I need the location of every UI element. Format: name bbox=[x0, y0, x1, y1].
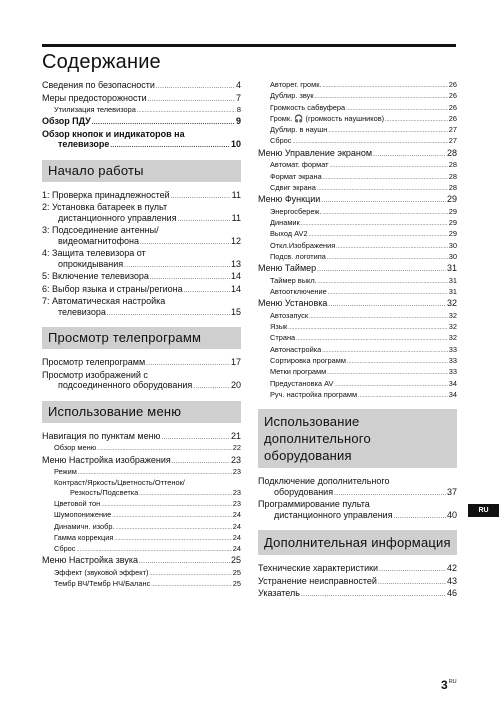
toc-entry-title: Обзор меню bbox=[54, 443, 97, 453]
toc-page-number: 17 bbox=[230, 357, 241, 368]
toc-entry[interactable] bbox=[42, 544, 241, 555]
toc-page-number: 11 bbox=[231, 189, 241, 200]
toc-page-number: 25 bbox=[232, 579, 241, 589]
toc-entry[interactable] bbox=[258, 218, 457, 229]
toc-entry[interactable] bbox=[42, 357, 241, 370]
dot-leader bbox=[140, 236, 230, 249]
toc-entry[interactable] bbox=[258, 183, 457, 194]
dot-leader bbox=[358, 390, 448, 401]
dot-leader bbox=[139, 555, 230, 568]
dot-leader bbox=[97, 443, 232, 454]
toc-entry[interactable] bbox=[258, 311, 457, 322]
toc-entry-title: Указатель bbox=[258, 588, 300, 599]
dot-leader bbox=[378, 576, 446, 589]
toc-page-number: 23 bbox=[232, 467, 241, 477]
toc-entry-title: Сдвиг экрана bbox=[270, 182, 316, 192]
toc-entry[interactable] bbox=[42, 568, 241, 579]
dot-leader bbox=[184, 284, 230, 297]
toc-entry[interactable] bbox=[258, 252, 457, 263]
toc-page-number: 29 bbox=[446, 194, 457, 205]
toc-entry-title: Цветовой тон bbox=[54, 498, 101, 508]
toc-page-number: 34 bbox=[448, 389, 457, 399]
toc-entry-title: Обзор ПДУ bbox=[42, 116, 91, 127]
dot-leader bbox=[347, 356, 448, 367]
dot-leader bbox=[322, 207, 447, 218]
toc-entry-title: Дублир. звук bbox=[270, 91, 314, 101]
dot-leader bbox=[315, 91, 448, 102]
toc-right-column bbox=[258, 80, 457, 601]
toc-entry-title-continued: дистанционного управления bbox=[58, 212, 177, 223]
dot-leader bbox=[137, 105, 236, 116]
toc-page-number: 37 bbox=[446, 486, 457, 497]
toc-page-number: 27 bbox=[448, 125, 457, 135]
toc-entry[interactable] bbox=[42, 284, 241, 297]
dot-leader bbox=[146, 357, 230, 370]
toc-page-number: 31 bbox=[448, 275, 457, 285]
toc-entry-title: Громкость сабвуфера bbox=[270, 102, 346, 112]
toc-entry-title: 5: Включение телевизора bbox=[42, 271, 149, 282]
toc-entry-title: Меню Функции bbox=[258, 194, 321, 205]
toc-entry-title: Тембр ВЧ/Тембр НЧ/Баланс bbox=[54, 579, 151, 589]
toc-page-number: 29 bbox=[448, 206, 457, 216]
title-rule bbox=[42, 44, 456, 47]
dot-leader bbox=[334, 487, 446, 500]
toc-left-column bbox=[42, 80, 241, 591]
toc-entry-title: 4: Защита телевизора от bbox=[42, 248, 146, 259]
toc-entry-title: Меню Установка bbox=[258, 298, 328, 309]
toc-entry[interactable] bbox=[258, 367, 457, 378]
toc-entry[interactable] bbox=[258, 356, 457, 367]
dot-leader bbox=[77, 544, 232, 555]
dot-leader bbox=[296, 333, 448, 344]
toc-entry[interactable] bbox=[258, 276, 457, 287]
toc-entry-title: Автонастройка bbox=[270, 344, 322, 354]
toc-page-number: 15 bbox=[230, 306, 241, 317]
toc-page-number: 32 bbox=[448, 310, 457, 320]
toc-entry[interactable] bbox=[42, 431, 241, 444]
dot-leader bbox=[394, 510, 446, 523]
toc-entry-title: Таймер выкл. bbox=[270, 275, 317, 285]
dot-leader bbox=[334, 379, 447, 390]
dot-leader bbox=[323, 80, 448, 91]
toc-page-number: 26 bbox=[448, 80, 457, 89]
toc-entry-title: Технические характеристики bbox=[258, 563, 379, 574]
toc-entry[interactable] bbox=[258, 588, 457, 601]
toc-entry[interactable] bbox=[258, 298, 457, 311]
toc-page-number: 24 bbox=[232, 532, 241, 542]
dot-leader bbox=[328, 125, 447, 136]
toc-page-number: 14 bbox=[230, 283, 241, 294]
toc-entry-title: Громк. 🎧 (громкость наушников) bbox=[270, 113, 385, 123]
section-heading: Начало работы bbox=[42, 160, 241, 182]
toc-entry[interactable] bbox=[42, 522, 241, 533]
toc-entry[interactable] bbox=[258, 263, 457, 276]
toc-entry-title: Меню Настройка изображения bbox=[42, 454, 171, 465]
toc-entry-title: Подключение дополнительного bbox=[258, 476, 390, 487]
toc-entry-title: Предустановка AV bbox=[270, 378, 334, 388]
toc-entry[interactable] bbox=[42, 370, 241, 393]
toc-entry[interactable] bbox=[258, 390, 457, 401]
dot-leader bbox=[328, 298, 446, 311]
section-heading: Дополнительная информация bbox=[258, 530, 457, 555]
dot-leader bbox=[156, 80, 235, 93]
toc-entry-title: Выход AV2 bbox=[270, 229, 308, 239]
toc-page-number: 24 bbox=[232, 510, 241, 520]
toc-entry[interactable] bbox=[258, 114, 457, 125]
toc-page-number: 24 bbox=[232, 544, 241, 554]
toc-entry[interactable] bbox=[258, 379, 457, 390]
toc-page-number: 30 bbox=[448, 251, 457, 261]
dot-leader bbox=[328, 287, 448, 298]
toc-entry-title: Автоотключение bbox=[270, 286, 327, 296]
toc-page-number: 13 bbox=[230, 258, 241, 269]
dot-leader bbox=[322, 345, 448, 356]
dot-leader bbox=[318, 276, 448, 287]
toc-entry-title: 7: Автоматическая настройка bbox=[42, 296, 166, 307]
toc-entry-title: Динамичн. изобр. bbox=[54, 521, 115, 531]
dot-leader bbox=[288, 322, 447, 333]
toc-page-number: 28 bbox=[448, 160, 457, 170]
toc-entry[interactable] bbox=[258, 322, 457, 333]
toc-entry-title-continued: опрокидывания bbox=[58, 258, 124, 269]
toc-entry-title: Контраст/Яркость/Цветность/Оттенок/ bbox=[54, 478, 185, 488]
toc-entry-title: Просмотр изображений с bbox=[42, 369, 148, 380]
dot-leader bbox=[301, 588, 446, 601]
toc-page-number: 23 bbox=[232, 498, 241, 508]
toc-entry-title: Сброс bbox=[54, 544, 76, 554]
toc-page-number: 14 bbox=[230, 271, 241, 282]
toc-entry[interactable] bbox=[42, 202, 241, 225]
toc-entry-title: Режим bbox=[54, 467, 77, 477]
toc-page-number: 43 bbox=[446, 575, 457, 586]
toc-entry[interactable] bbox=[258, 148, 457, 161]
toc-entry-title-continued: видеомагнитофона bbox=[58, 235, 139, 246]
dot-leader bbox=[385, 114, 448, 125]
toc-entry-title-continued: Резкость/Подсветка bbox=[70, 487, 139, 497]
toc-entry-title: Меню Управление экраном bbox=[258, 147, 373, 158]
toc-page-number: 31 bbox=[446, 263, 457, 274]
dot-leader bbox=[321, 194, 446, 207]
toc-entry[interactable] bbox=[258, 287, 457, 298]
toc-page-number: 25 bbox=[232, 567, 241, 577]
toc-entry-title: Обзор кнопок и индикаторов на bbox=[42, 128, 185, 139]
toc-entry-title: Автозапуск bbox=[270, 310, 309, 320]
toc-entry[interactable] bbox=[258, 103, 457, 114]
toc-entry-title: Энергосбереж. bbox=[270, 206, 322, 216]
toc-page-number: 28 bbox=[448, 171, 457, 181]
dot-leader bbox=[293, 136, 448, 147]
toc-entry[interactable] bbox=[42, 271, 241, 284]
dot-leader bbox=[330, 160, 448, 171]
dot-leader bbox=[148, 93, 235, 106]
toc-entry-title-continued: телевизора bbox=[58, 306, 106, 317]
toc-entry-title: Меры предосторожности bbox=[42, 92, 147, 103]
toc-entry-title: Язык bbox=[270, 322, 288, 332]
dot-leader bbox=[336, 241, 448, 252]
toc-entry-title: Динамик bbox=[270, 217, 300, 227]
dot-leader bbox=[172, 455, 230, 468]
dot-leader bbox=[346, 103, 448, 114]
toc-entry[interactable] bbox=[42, 455, 241, 468]
toc-entry[interactable] bbox=[258, 136, 457, 147]
toc-entry-title-continued: дистанционного управления bbox=[274, 509, 393, 520]
toc-page-number: 22 bbox=[232, 443, 241, 453]
toc-entry-title: Шумопонижение bbox=[54, 510, 112, 520]
toc-entry-title: Эффект (звуковой эффект) bbox=[54, 567, 149, 577]
dot-leader bbox=[124, 259, 230, 272]
dot-leader bbox=[323, 172, 448, 183]
toc-page-number: 26 bbox=[448, 113, 457, 123]
toc-entry[interactable] bbox=[42, 499, 241, 510]
dot-leader bbox=[309, 229, 448, 240]
page-number-value: 3 bbox=[441, 678, 448, 692]
dot-leader bbox=[78, 467, 232, 478]
toc-entry[interactable] bbox=[42, 129, 241, 152]
toc-entry-title: Дублир. в наушн bbox=[270, 125, 328, 135]
dot-leader bbox=[114, 533, 231, 544]
toc-entry[interactable] bbox=[258, 207, 457, 218]
toc-entry-title: Меню Настройка звука bbox=[42, 555, 138, 566]
toc-entry[interactable] bbox=[258, 476, 457, 499]
toc-entry[interactable] bbox=[258, 91, 457, 102]
toc-entry[interactable] bbox=[42, 105, 241, 116]
dot-leader bbox=[309, 311, 448, 322]
section-heading: Использование дополнительного оборудования bbox=[258, 409, 457, 468]
toc-entry-title: 6: Выбор языка и страны/региона bbox=[42, 283, 183, 294]
page-number-suffix: RU bbox=[448, 679, 457, 685]
dot-leader bbox=[327, 367, 448, 378]
toc-entry-title: Навигация по пунктам меню bbox=[42, 430, 161, 441]
toc-entry-title-continued: телевизоре bbox=[58, 139, 110, 150]
toc-entry[interactable] bbox=[42, 93, 241, 106]
toc-page-number: 32 bbox=[446, 298, 457, 309]
toc-entry[interactable] bbox=[42, 296, 241, 319]
toc-entry-title: Устранение неисправностей bbox=[258, 575, 377, 586]
dot-leader bbox=[101, 499, 232, 510]
toc-entry[interactable] bbox=[42, 225, 241, 248]
toc-entry-title: 2: Установка батареек в пульт bbox=[42, 202, 168, 213]
toc-page-number: 34 bbox=[448, 378, 457, 388]
toc-page-number: 25 bbox=[230, 555, 241, 566]
toc-entry[interactable] bbox=[42, 533, 241, 544]
dot-leader bbox=[193, 380, 230, 393]
toc-page-number: 21 bbox=[230, 430, 241, 441]
toc-page-number: 23 bbox=[232, 487, 241, 497]
dot-leader bbox=[110, 139, 230, 152]
toc-entry[interactable] bbox=[258, 499, 457, 522]
toc-entry[interactable] bbox=[42, 510, 241, 521]
toc-entry[interactable] bbox=[258, 80, 457, 91]
toc-page-number: 32 bbox=[448, 322, 457, 332]
toc-entry[interactable] bbox=[42, 116, 241, 129]
toc-entry[interactable] bbox=[42, 248, 241, 271]
toc-entry[interactable] bbox=[258, 576, 457, 589]
dot-leader bbox=[178, 213, 231, 226]
toc-entry[interactable] bbox=[42, 555, 241, 568]
dot-leader bbox=[150, 271, 230, 284]
dot-leader bbox=[112, 510, 231, 521]
dot-leader bbox=[139, 488, 232, 499]
dot-leader bbox=[373, 148, 446, 161]
toc-page-number: 7 bbox=[235, 92, 241, 103]
toc-entry-title: Меню Таймер bbox=[258, 263, 317, 274]
toc-page-number: 4 bbox=[235, 80, 241, 90]
toc-page-number: 29 bbox=[448, 229, 457, 239]
toc-page-number: 33 bbox=[448, 367, 457, 377]
section-heading: Просмотр телепрограмм bbox=[42, 327, 241, 349]
toc-entry-title: Просмотр телепрограмм bbox=[42, 357, 146, 368]
toc-entry[interactable] bbox=[258, 125, 457, 136]
toc-entry-title: Утилизация телевизора bbox=[54, 105, 136, 114]
toc-entry-title: Авторег. громк. bbox=[270, 80, 322, 89]
dot-leader bbox=[171, 190, 231, 203]
toc-page-number: 11 bbox=[231, 212, 241, 223]
toc-page-number: 32 bbox=[448, 333, 457, 343]
toc-entry-title: Сведения по безопасности bbox=[42, 80, 155, 90]
toc-page-number: 29 bbox=[448, 217, 457, 227]
dot-leader bbox=[317, 183, 448, 194]
toc-page-number: 26 bbox=[448, 91, 457, 101]
toc-page-number: 9 bbox=[235, 116, 241, 127]
toc-entry[interactable] bbox=[42, 190, 241, 203]
page-number bbox=[441, 678, 457, 692]
toc-entry-title: Откл.Изображения bbox=[270, 240, 336, 250]
toc-page-number: 28 bbox=[446, 147, 457, 158]
dot-leader bbox=[149, 568, 231, 579]
toc-page-number: 27 bbox=[448, 136, 457, 146]
toc-page-number: 30 bbox=[448, 240, 457, 250]
toc-page-number: 24 bbox=[232, 521, 241, 531]
toc-entry-title-continued: подсоединенного оборудования bbox=[58, 380, 193, 391]
toc-entry[interactable] bbox=[258, 172, 457, 183]
toc-entry-title: Сброс bbox=[270, 136, 292, 146]
toc-entry-title: Программирование пульта bbox=[258, 499, 370, 510]
dot-leader bbox=[317, 263, 446, 276]
toc-page-number: 10 bbox=[230, 139, 241, 150]
page-title: Содержание bbox=[42, 51, 161, 73]
dot-leader bbox=[161, 431, 230, 444]
dot-leader bbox=[92, 116, 235, 129]
toc-entry[interactable] bbox=[258, 229, 457, 240]
toc-entry-title-continued: оборудования bbox=[274, 486, 334, 497]
toc-entry-title: 1: Проверка принадлежностей bbox=[42, 189, 170, 200]
toc-entry-title: Метки программ bbox=[270, 367, 327, 377]
toc-entry-title: Формат экрана bbox=[270, 171, 322, 181]
dot-leader bbox=[107, 307, 230, 320]
toc-entry[interactable] bbox=[42, 478, 241, 499]
toc-entry-title: Сортировка программ bbox=[270, 355, 346, 365]
toc-page-number: 33 bbox=[448, 355, 457, 365]
dot-leader bbox=[151, 579, 232, 590]
toc-page-number: 20 bbox=[230, 380, 241, 391]
toc-entry-title: 3: Подсоединение антенны/ bbox=[42, 225, 159, 236]
dot-leader bbox=[327, 252, 448, 263]
dot-leader bbox=[116, 522, 232, 533]
toc-entry[interactable] bbox=[258, 241, 457, 252]
toc-page-number: 23 bbox=[230, 454, 241, 465]
toc-entry[interactable] bbox=[258, 563, 457, 576]
toc-entry[interactable] bbox=[258, 160, 457, 171]
toc-entry-title: Гамма коррекция bbox=[54, 532, 114, 542]
toc-entry[interactable] bbox=[42, 467, 241, 478]
toc-page-number: 26 bbox=[448, 102, 457, 112]
dot-leader bbox=[301, 218, 448, 229]
toc-page-number: 12 bbox=[230, 235, 241, 246]
dot-leader bbox=[379, 563, 446, 576]
toc-entry[interactable] bbox=[258, 333, 457, 344]
toc-entry-title: Страна bbox=[270, 333, 296, 343]
toc-entry-title: Автомат. формат bbox=[270, 160, 329, 170]
toc-entry-title: Подсв. логотипа bbox=[270, 251, 326, 261]
toc-page-number: 28 bbox=[448, 182, 457, 192]
toc-entry-title: Руч. настройка программ bbox=[270, 389, 358, 399]
toc-page-number: 46 bbox=[446, 588, 457, 599]
toc-entry[interactable] bbox=[258, 194, 457, 207]
toc-entry[interactable] bbox=[258, 345, 457, 356]
toc-entry[interactable] bbox=[42, 579, 241, 590]
toc-page-number: 33 bbox=[448, 344, 457, 354]
language-tab: RU bbox=[468, 504, 499, 517]
toc-entry[interactable] bbox=[42, 443, 241, 454]
toc-page-number: 40 bbox=[446, 509, 457, 520]
toc-page-number: 8 bbox=[236, 105, 241, 114]
section-heading: Использование меню bbox=[42, 401, 241, 423]
toc-page-number: 31 bbox=[448, 286, 457, 296]
toc-entry[interactable] bbox=[42, 80, 241, 93]
toc-page-number: 42 bbox=[446, 563, 457, 574]
